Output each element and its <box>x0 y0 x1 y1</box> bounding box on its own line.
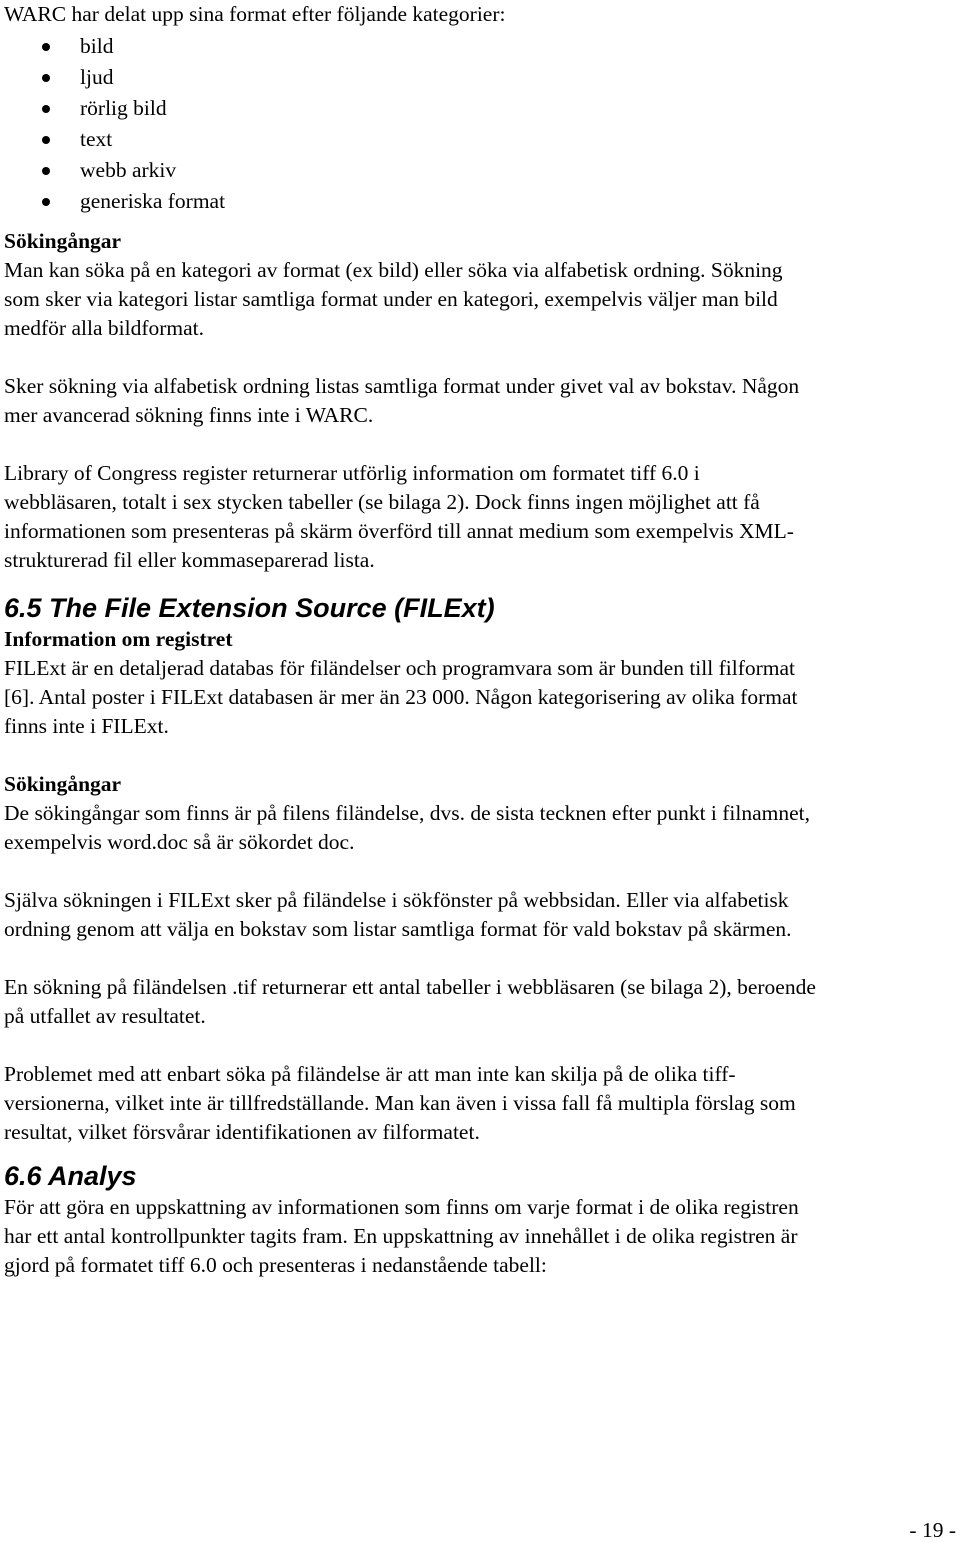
section-heading-filext: 6.5 The File Extension Source (FILExt) <box>4 593 495 623</box>
section-heading-analys: 6.6 Analys <box>4 1161 137 1191</box>
bullet-icon <box>42 43 50 51</box>
document-page <box>4 0 956 1280</box>
list-item: generiska format <box>4 186 956 217</box>
warc-paragraph-3: Library of Congress register returnerar utförlig information om formatet tiff 6.0 i webbläsaren, totalt i sex stycken tabeller (se bilaga 2). Dock finns ingen möjlighet att få informationen som presenteras på skärm överförd till annat medium som exempelvis XML- strukturerad fil eller kommaseparerad lista. <box>4 461 794 572</box>
bullet-icon <box>42 167 50 175</box>
filext-paragraph-5: Problemet med att enbart söka på filändelse är att man inte kan skilja på de olika tiff- versionerna, vilket inte är tillfredställande. Man kan även i vissa fall få multipla förslag som resultat, vilket försvårar identifikationen av filformatet. <box>4 1062 796 1144</box>
list-item: bild <box>4 31 956 62</box>
analys-paragraph-1: För att göra en uppskattning av informationen som finns om varje format i de olika registren har ett antal kontrollpunkter tagits fram. En uppskattning av innehållet i de olika registren är gjord på formatet tiff 6.0 och presenteras i nedanstående tabell: <box>4 1195 799 1277</box>
bullet-icon <box>42 105 50 113</box>
filext-search-heading: Sökingångar <box>4 772 122 796</box>
category-list <box>4 31 956 217</box>
filext-info-heading: Information om registret <box>4 627 233 651</box>
filext-paragraph-2: De sökingångar som finns är på filens filändelse, dvs. de sista tecknen efter punkt i filnamnet, exempelvis word.doc så är sökordet doc. <box>4 801 811 854</box>
page-number: - 19 - <box>909 1518 956 1542</box>
warc-search-heading: Sökingångar <box>4 229 122 253</box>
intro-text: WARC har delat upp sina format efter följande kategorier: <box>4 2 506 26</box>
bullet-icon <box>42 74 50 82</box>
filext-paragraph-1: FILExt är en detaljerad databas för filändelser och programvara som är bunden till filformat [6]. Antal poster i FILExt databasen är mer än 23 000. Någon kategorisering av olika format finns inte i FILExt. <box>4 656 798 738</box>
warc-paragraph-1: Man kan söka på en kategori av format (ex bild) eller söka via alfabetisk ordning. Sökning som sker via kategori listar samtliga format under en kategori, exempelvis väljer man bild medför alla bildformat. <box>4 258 783 340</box>
warc-paragraph-2: Sker sökning via alfabetisk ordning listas samtliga format under givet val av bokstav. Någon mer avancerad sökning finns inte i WARC. <box>4 374 800 427</box>
bullet-icon <box>42 198 50 206</box>
filext-paragraph-4: En sökning på filändelsen .tif returnerar ett antal tabeller i webbläsaren (se bilaga 2), beroende på utfallet av resultatet. <box>4 975 816 1028</box>
list-item: ljud <box>4 62 956 93</box>
list-item: text <box>4 124 956 155</box>
filext-paragraph-3: Själva sökningen i FILExt sker på filändelse i sökfönster på webbsidan. Eller via alfabetisk ordning genom att välja en bokstav som listar samtliga format för vald bokstav på skärmen. <box>4 888 792 941</box>
bullet-icon <box>42 136 50 144</box>
list-item: rörlig bild <box>4 93 956 124</box>
list-item: webb arkiv <box>4 155 956 186</box>
